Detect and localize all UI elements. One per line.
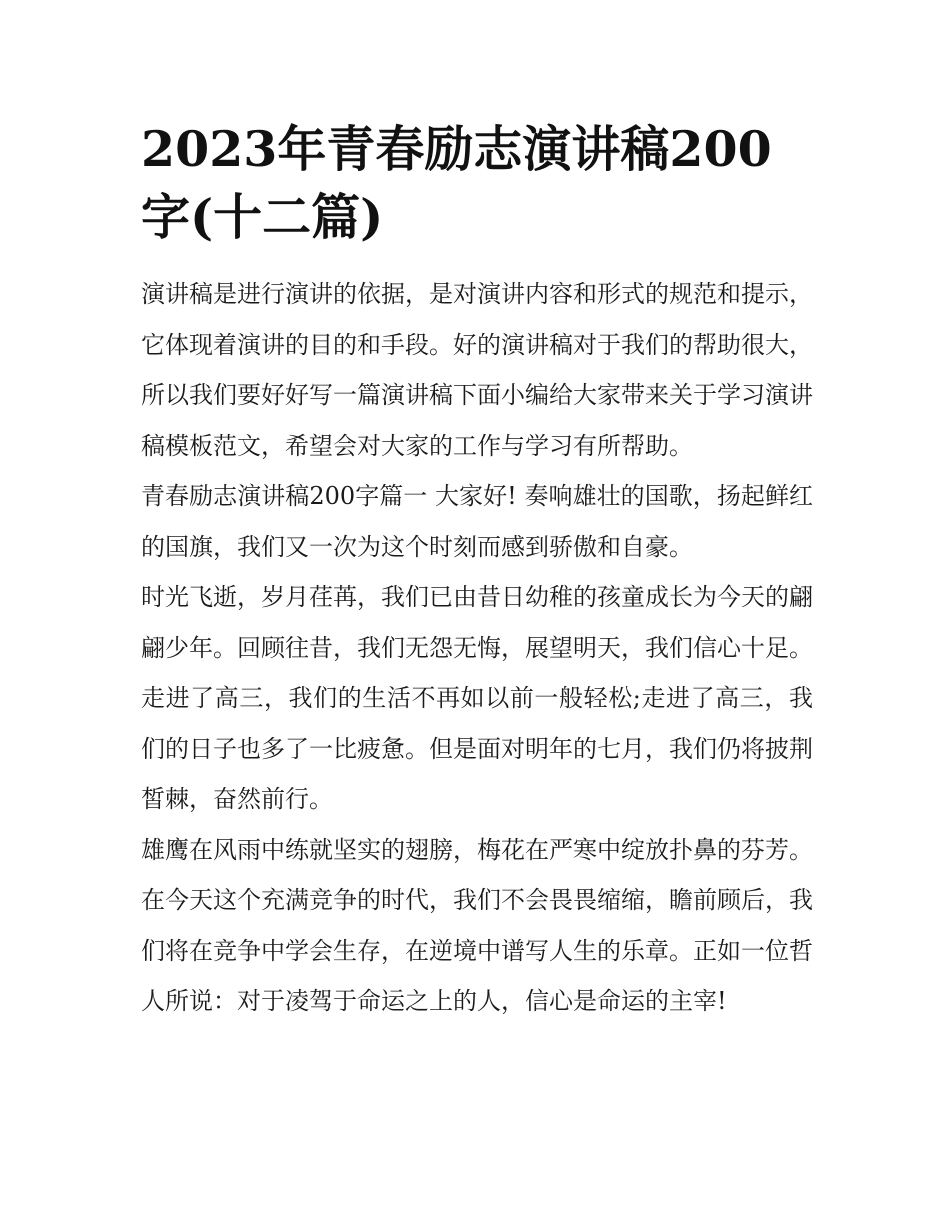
paragraph-eagle: 雄鹰在风雨中练就坚实的翅膀，梅花在严寒中绽放扑鼻的芬芳。在今天这个充满竞争的时代，我们不会畏畏缩缩，瞻前顾后，我们将在竞争中学会生存，在逆境中谱写人生的乐章。正如一位哲人所说：对于凌驾于命运之上的人，信心是命运的主宰! [141, 835, 813, 1015]
paragraph-time-flies: 时光飞逝，岁月荏苒，我们已由昔日幼稚的孩童成长为今天的翩翩少年。回顾往昔，我们无怨无悔，展望明天，我们信心十足。走进了高三，我们的生活不再如以前一般轻松;走进了高三，我们的日子也多了一比疲惫。但是面对明年的七月，我们仍将披荆皙棘，奋然前行。 [141, 583, 813, 813]
paragraph-speech-one-opening: 青春励志演讲稿200字篇一 大家好! 奏响雄壮的国歌，扬起鲜红的国旗，我们又一次为这个时刻而感到骄傲和自豪。 [141, 482, 813, 561]
document-title: 2023年青春励志演讲稿200字(十二篇) [141, 120, 772, 246]
document-content [141, 115, 813, 1027]
paragraph-intro: 演讲稿是进行演讲的依据，是对演讲内容和形式的规范和提示，它体现着演讲的目的和手段。好的演讲稿对于我们的帮助很大，所以我们要好好写一篇演讲稿下面小编给大家带来关于学习演讲稿模板范文，希望会对大家的工作与学习有所帮助。 [141, 280, 813, 460]
document-body [141, 269, 813, 1027]
